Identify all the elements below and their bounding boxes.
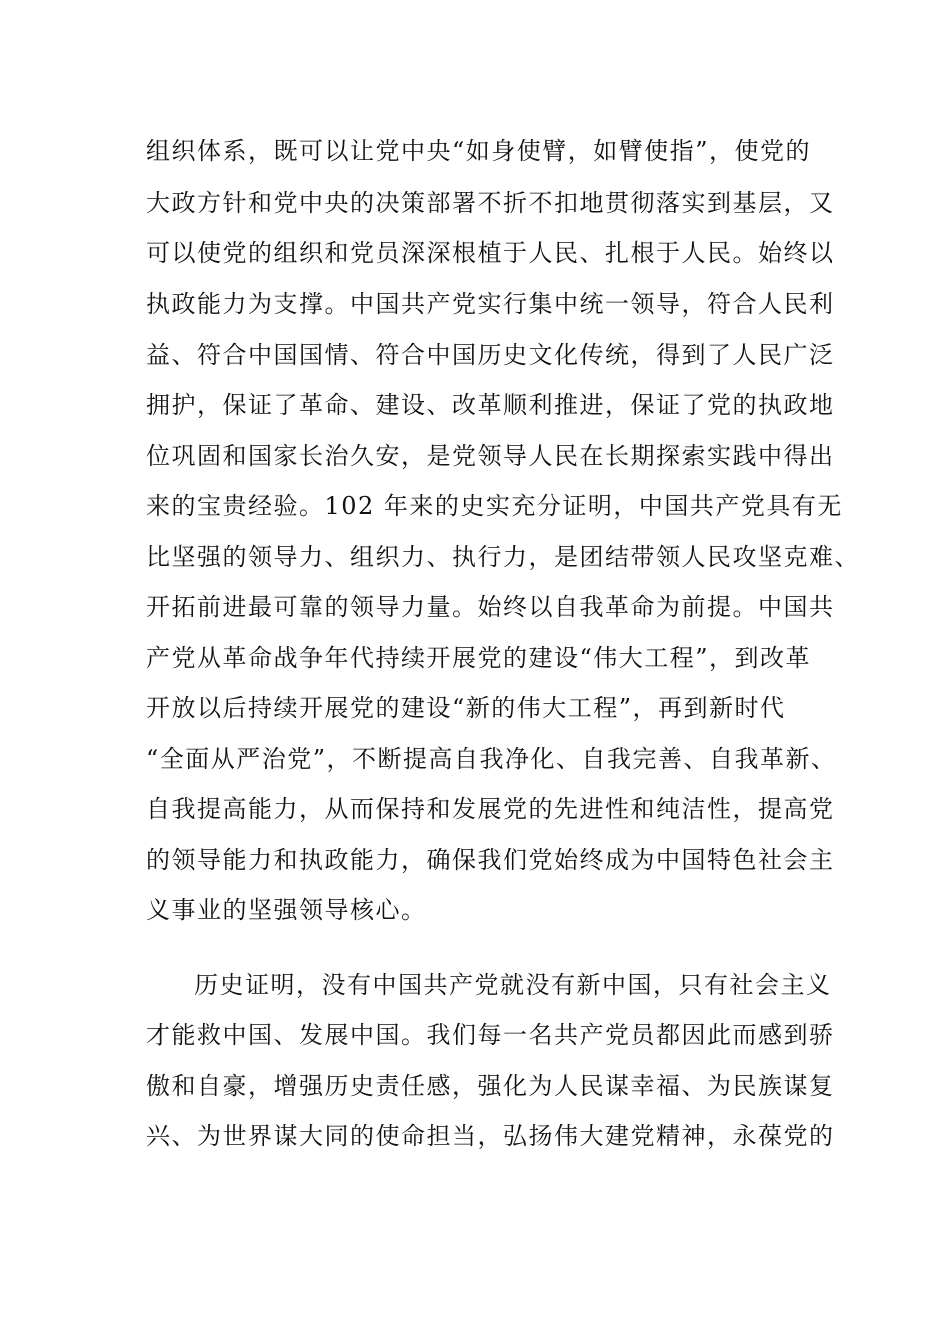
text-line: 产党从革命战争年代持续开展党的建设“伟大工程”，到改革 — [146, 644, 812, 672]
text-line: 自我提高能力，从而保持和发展党的先进性和纯洁性，提高党 — [146, 795, 835, 823]
text-line: 的领导能力和执政能力，确保我们党始终成为中国特色社会主 — [146, 846, 835, 874]
text-line: 历史证明，没有中国共产党就没有新中国，只有社会主义 — [194, 971, 832, 999]
text-line: 才能救中国、发展中国。我们每一名共产党员都因此而感到骄 — [146, 1021, 835, 1049]
text-line: 拥护，保证了革命、建设、改革顺利推进，保证了党的执政地 — [146, 391, 835, 419]
text-line: 开拓前进最可靠的领导力量。始终以自我革命为前提。中国共 — [146, 593, 835, 621]
text-line: 可以使党的组织和党员深深根植于人民、扎根于人民。始终以 — [146, 239, 835, 267]
text-line: 益、符合中国国情、符合中国历史文化传统，得到了人民广泛 — [146, 341, 835, 369]
text-line: 傲和自豪，增强历史责任感，强化为人民谋幸福、为民族谋复 — [146, 1072, 835, 1100]
text-line: 执政能力为支撑。中国共产党实行集中统一领导，符合人民利 — [146, 290, 835, 318]
text-line: 开放以后持续开展党的建设“新的伟大工程”，再到新时代 — [146, 694, 786, 722]
text-line: 组织体系，既可以让党中央“如身使臂，如臂使指”，使党的 — [146, 137, 812, 165]
text-line: 位巩固和国家长治久安，是党领导人民在长期探索实践中得出 — [146, 442, 835, 470]
text-line: 大政方针和党中央的决策部署不折不扣地贯彻落实到基层，又 — [146, 189, 835, 217]
text-line: 兴、为世界谋大同的使命担当，弘扬伟大建党精神，永葆党的 — [146, 1122, 835, 1150]
text-line: 义事业的坚强领导核心。 — [146, 896, 427, 924]
text-line: “全面从严治党”，不断提高自我净化、自我完善、自我革新、 — [146, 745, 837, 773]
text-line: 来的宝贵经验。102 年来的史实充分证明，中国共产党具有无 — [146, 492, 843, 520]
text-line: 比坚强的领导力、组织力、执行力，是团结带领人民攻坚克难、 — [146, 543, 860, 571]
